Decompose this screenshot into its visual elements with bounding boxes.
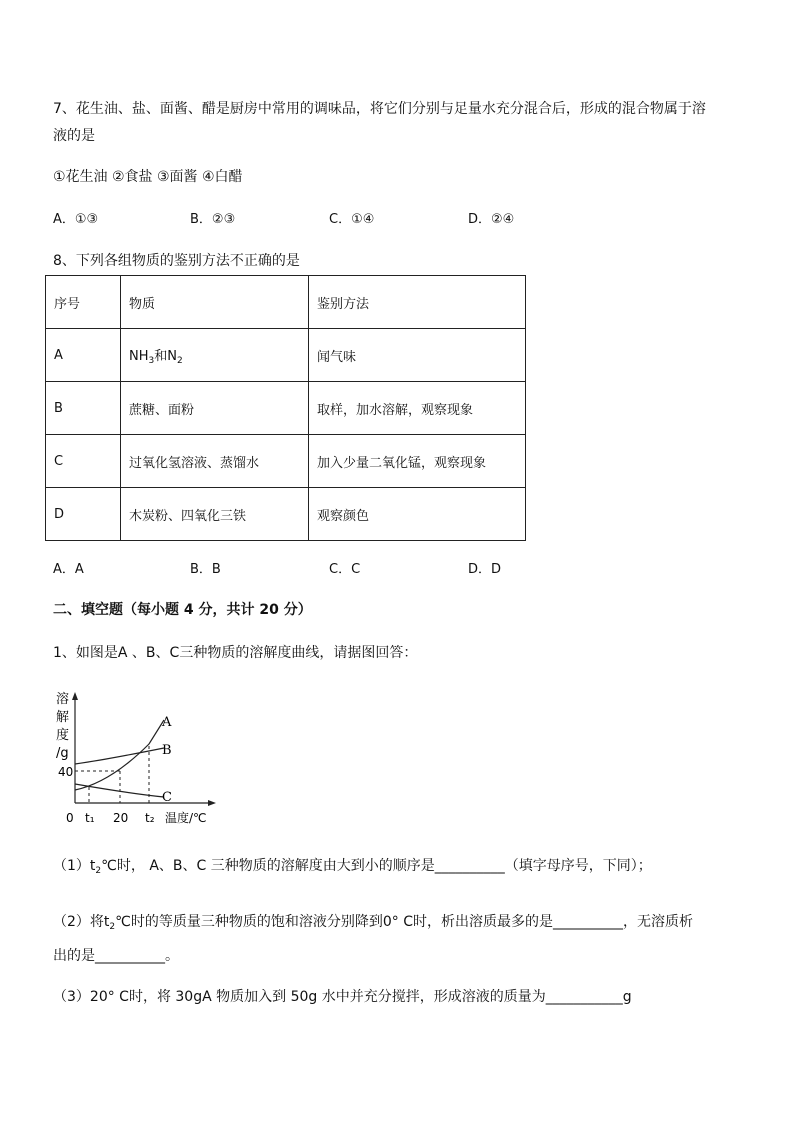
- row-method: 闻气味: [309, 329, 526, 382]
- x-tick-20: 20: [113, 811, 129, 825]
- table-row: [46, 329, 526, 382]
- table-row: [46, 435, 526, 488]
- row-method: 观察颜色: [309, 488, 526, 541]
- y-tick-40: 40: [58, 765, 74, 779]
- header-substance: 物质: [121, 276, 309, 329]
- row-method: 取样，加水溶解，观察现象: [309, 382, 526, 435]
- row-substance: [121, 329, 309, 382]
- formula-and-n: 和N: [154, 348, 177, 364]
- y-label-char: 度: [56, 728, 70, 743]
- row-substance: 过氧化氢溶液、蒸馏水: [121, 435, 309, 488]
- table-header-row: [46, 276, 526, 329]
- q7-option-a: A．①③: [53, 212, 99, 227]
- row-id: A: [46, 329, 121, 382]
- x-tick-t1: t₁: [85, 811, 95, 825]
- label-b: B: [162, 743, 172, 758]
- table-row: [46, 382, 526, 435]
- q8-table: [45, 275, 526, 541]
- q7-option-c: C．①④: [329, 212, 375, 227]
- x-tick-t2: t₂: [145, 811, 155, 825]
- q7-stem-line1: 7、花生油、盐、面酱、醋是厨房中常用的调味品，将它们分别与足量水充分混合后，形成的混合物属于溶: [53, 101, 706, 117]
- header-id: 序号: [46, 276, 121, 329]
- row-substance: 蔗糖、面粉: [121, 382, 309, 435]
- y-axis-arrow: [72, 692, 78, 700]
- q2-subscript: 2: [109, 922, 116, 932]
- q8-option-b: B．B: [190, 562, 221, 577]
- section-title: 二、填空题（每小题 4 分，共计 20 分）: [53, 602, 312, 618]
- q7-option-d: D．②④: [468, 212, 515, 227]
- fill1-q2-line1: [53, 912, 693, 937]
- subscript-3: 3: [148, 355, 155, 366]
- label-c: C: [162, 790, 172, 805]
- q7-option-b: B．②③: [190, 212, 236, 227]
- q1-text: ℃时， A、B、C 三种物质的溶解度由大到小的顺序是__________（填字母序号，下同）；: [101, 858, 652, 874]
- q1-subscript: 2: [95, 866, 102, 876]
- q7-stem-line2: 液的是: [53, 128, 95, 144]
- x-axis-arrow: [208, 800, 216, 806]
- x-origin: 0: [66, 811, 74, 825]
- solubility-graph: [44, 684, 224, 829]
- label-a: A: [162, 715, 172, 730]
- y-label-unit: /g: [56, 746, 69, 761]
- q8-option-a: A．A: [53, 562, 84, 577]
- row-id: D: [46, 488, 121, 541]
- fill1-q1: [53, 856, 652, 881]
- subscript-2: 2: [176, 355, 183, 366]
- fill1-stem: 1、如图是A 、B、C三种物质的溶解度曲线，请据图回答：: [53, 645, 418, 661]
- x-axis-label: 温度/℃: [165, 811, 207, 825]
- q7-items: ①花生油 ②食盐 ③面酱 ④白醋: [53, 169, 243, 185]
- q8-option-d: D．D: [468, 562, 502, 577]
- q1-prefix: （1）t: [53, 858, 96, 874]
- table-row: [46, 488, 526, 541]
- y-label-char: 解: [56, 710, 70, 725]
- fill1-q3: （3）20° C时，将 30gA 物质加入到 50g 水中并充分搅拌，形成溶液的质量为___________g: [53, 989, 632, 1005]
- formula-nh: NH: [129, 348, 149, 364]
- q2-prefix: （2）将t: [53, 914, 110, 930]
- curve-b: [75, 748, 164, 764]
- row-id: C: [46, 435, 121, 488]
- fill1-q2-line2: 出的是__________。: [53, 948, 179, 964]
- q8-option-c: C．C: [329, 562, 361, 577]
- header-method: 鉴别方法: [309, 276, 526, 329]
- q2-text: ℃时的等质量三种物质的饱和溶液分别降到0° C时，析出溶质最多的是__________，无溶质析: [115, 914, 693, 930]
- row-substance: 木炭粉、四氧化三铁: [121, 488, 309, 541]
- row-id: B: [46, 382, 121, 435]
- y-label-char: 溶: [56, 692, 70, 707]
- q8-stem: 8、下列各组物质的鉴别方法不正确的是: [53, 253, 300, 269]
- row-method: 加入少量二氧化锰，观察现象: [309, 435, 526, 488]
